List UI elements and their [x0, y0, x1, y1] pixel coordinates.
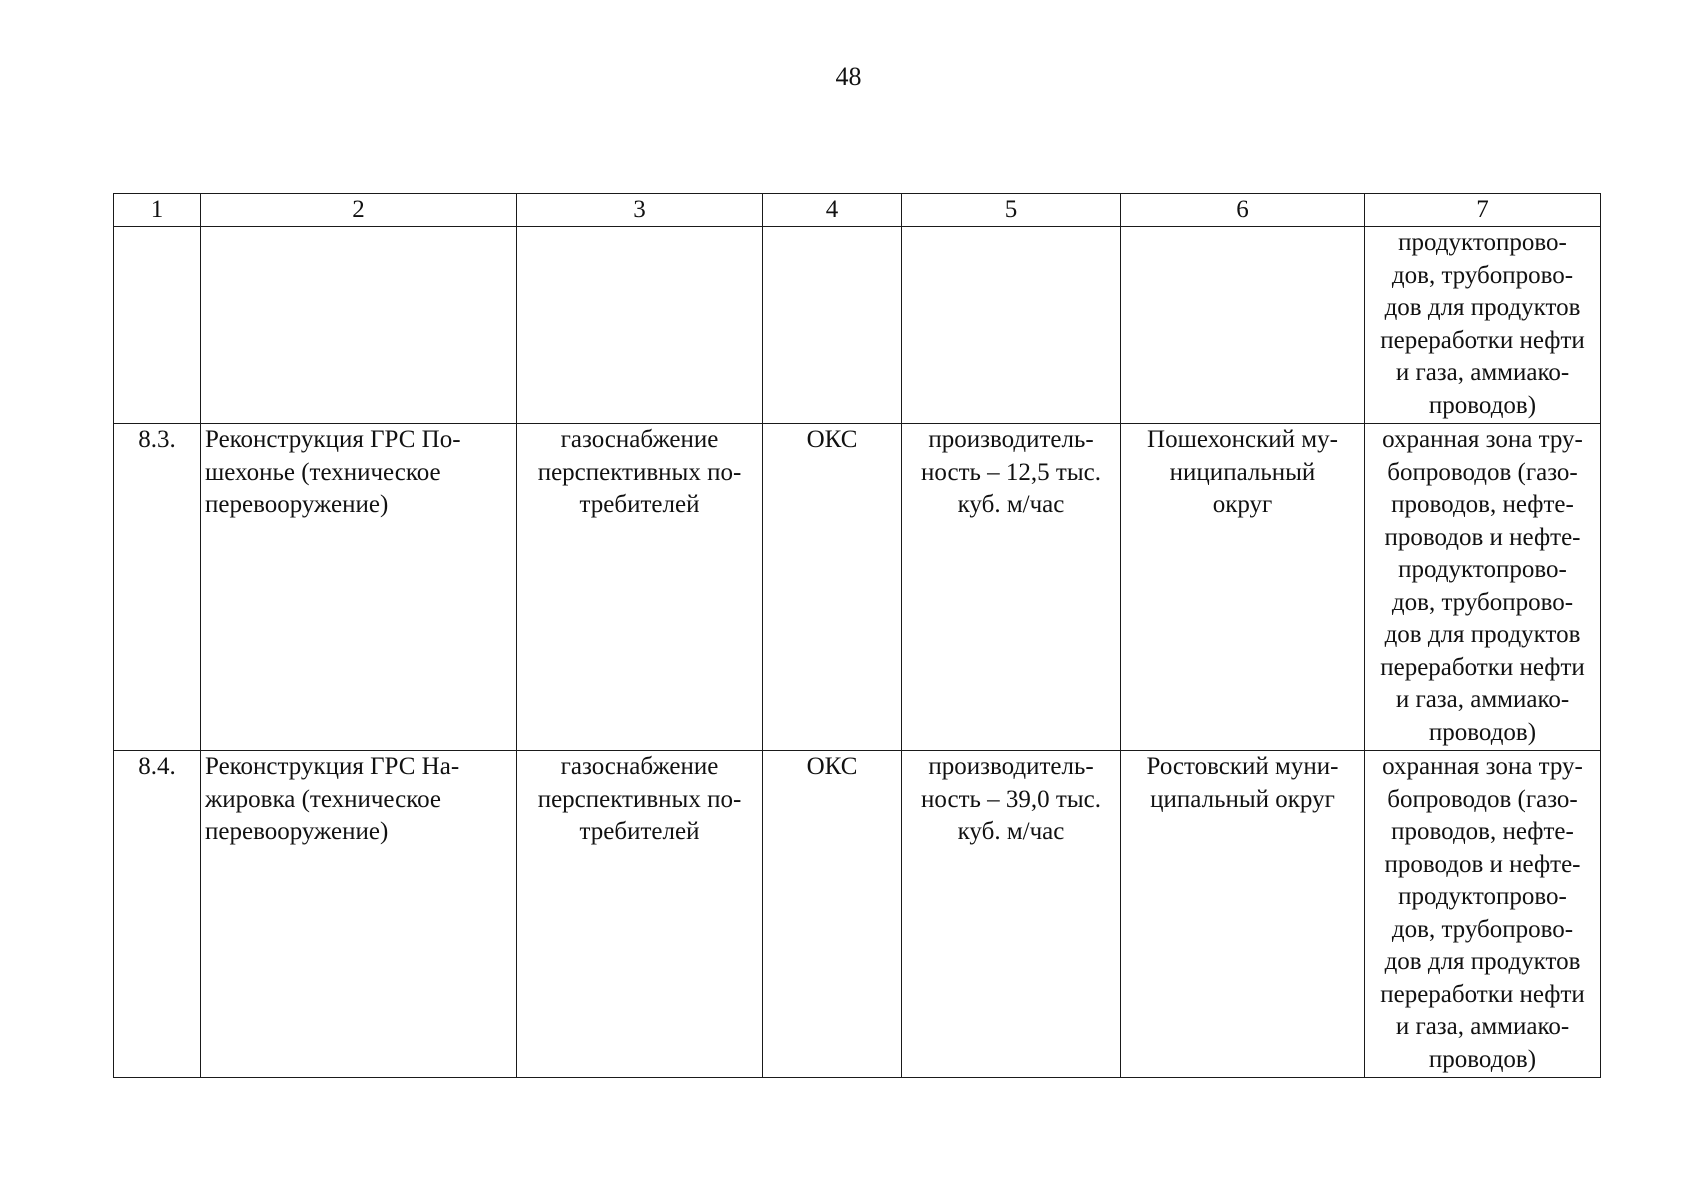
text-line: и газа, аммиако- — [1395, 359, 1570, 386]
column-number-row — [114, 194, 1601, 227]
text-line: газоснабжение — [560, 426, 719, 453]
text-line: дов для продуктов — [1384, 948, 1581, 975]
item-number-cell: 8.3. — [114, 424, 201, 751]
column-number-header: 2 — [201, 194, 517, 227]
text-line: дов, трубопрово- — [1391, 261, 1574, 289]
text-line: производитель- — [928, 753, 1094, 780]
text-line: бопроводов (газо- — [1387, 458, 1578, 486]
object-name-cell — [201, 424, 517, 751]
empty-cell — [114, 227, 201, 424]
text-line: перспективных по- — [537, 785, 742, 813]
text-line: переработки нефти — [1380, 980, 1585, 1008]
location-cell — [1121, 751, 1365, 1078]
empty-cell — [1121, 227, 1365, 424]
page-number: 48 — [835, 62, 862, 91]
text-line: проводов) — [1428, 391, 1537, 419]
empty-cell — [763, 227, 902, 424]
empty-cell — [201, 227, 517, 424]
text-line: и газа, аммиако- — [1395, 1013, 1570, 1040]
text-line: проводов и нефте- — [1384, 523, 1581, 551]
column-number-header: 5 — [902, 194, 1121, 227]
text-line: куб. м/час — [957, 491, 1065, 518]
continued-row — [114, 227, 1601, 424]
text-line: дов, трубопрово- — [1391, 915, 1574, 943]
text-line: проводов) — [1428, 718, 1537, 746]
text-line: перспективных по- — [537, 458, 742, 486]
text-line: переработки нефти — [1380, 326, 1585, 354]
text-line: Пошехонский му- — [1147, 426, 1338, 453]
text-line: шехонье (техническое — [205, 458, 441, 486]
purpose-cell — [517, 424, 763, 751]
protection-zone-cell — [1365, 751, 1601, 1078]
text-line: проводов, нефте- — [1391, 491, 1574, 518]
text-line: продуктопрово- — [1398, 229, 1567, 256]
text-line: продуктопрово- — [1398, 883, 1567, 910]
text-line: охранная зона тру- — [1382, 426, 1583, 453]
text-line: охранная зона тру- — [1382, 753, 1583, 780]
text-line: дов, трубопрово- — [1391, 588, 1574, 616]
column-number-header: 7 — [1365, 194, 1601, 227]
item-number-cell: 8.4. — [114, 751, 201, 1078]
protection-zone-cell — [1365, 227, 1601, 424]
text-line: проводов, нефте- — [1391, 818, 1574, 845]
empty-cell — [517, 227, 763, 424]
text-line: дов для продуктов — [1384, 294, 1581, 321]
text-line: Ростовский муни- — [1146, 753, 1339, 780]
text-line: производитель- — [928, 426, 1094, 453]
text-line: бопроводов (газо- — [1387, 785, 1578, 813]
text-line: проводов и нефте- — [1384, 850, 1581, 878]
table-row — [114, 424, 1601, 751]
column-number-header: 1 — [114, 194, 201, 227]
text-line: требителей — [579, 818, 700, 845]
object-name-cell — [201, 751, 517, 1078]
column-number-header: 4 — [763, 194, 902, 227]
text-line: ципальный округ — [1150, 785, 1335, 813]
column-number-header: 6 — [1121, 194, 1365, 227]
text-line: ниципальный — [1169, 458, 1316, 486]
text-line: перевооружение) — [205, 818, 389, 845]
text-line: проводов) — [1428, 1045, 1537, 1073]
table-row — [114, 751, 1601, 1078]
text-line: Реконструкция ГРС По- — [205, 426, 461, 453]
empty-cell — [902, 227, 1121, 424]
text-line: округ — [1212, 491, 1273, 518]
text-line: Реконструкция ГРС На- — [205, 753, 460, 780]
text-line: продуктопрово- — [1398, 556, 1567, 583]
capacity-cell — [902, 424, 1121, 751]
capacity-cell — [902, 751, 1121, 1078]
text-line: и газа, аммиако- — [1395, 686, 1570, 713]
text-line: дов для продуктов — [1384, 621, 1581, 648]
text-line: ность – 12,5 тыс. — [921, 458, 1101, 486]
object-type-cell: ОКС — [763, 424, 902, 751]
text-line: переработки нефти — [1380, 653, 1585, 681]
text-line: ность – 39,0 тыс. — [921, 785, 1101, 813]
text-line: требителей — [579, 491, 700, 518]
text-line: куб. м/час — [957, 818, 1065, 845]
objects-table — [113, 193, 1601, 1078]
text-line: жировка (техническое — [205, 785, 442, 813]
text-line: перевооружение) — [205, 491, 389, 518]
object-type-cell: ОКС — [763, 751, 902, 1078]
purpose-cell — [517, 751, 763, 1078]
column-number-header: 3 — [517, 194, 763, 227]
location-cell — [1121, 424, 1365, 751]
protection-zone-cell — [1365, 424, 1601, 751]
text-line: газоснабжение — [560, 753, 719, 780]
